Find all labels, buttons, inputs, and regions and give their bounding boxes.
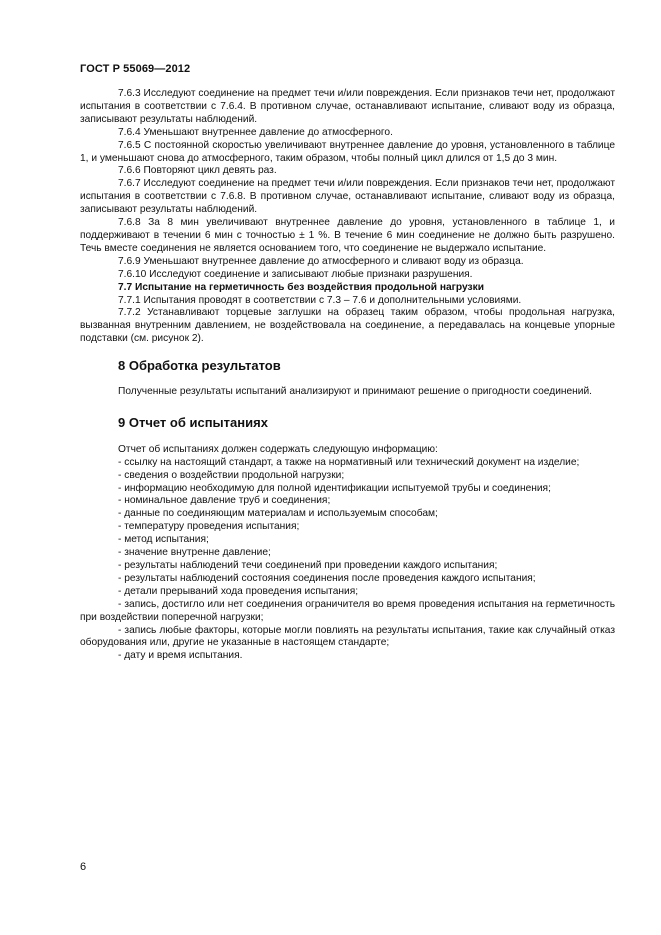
paragraph-7-7-1: 7.7.1 Испытания проводят в соответствии с 7.3 – 7.6 и дополнительными условиями. — [118, 294, 522, 306]
list-item: - информацию необходимую для полной идентификации испытуемой трубы и соединения; — [118, 482, 551, 494]
paragraph-7-7-2: 7.7.2 Устанавливают торцевые заглушки на образец таким образом, чтобы продольная нагрузка, вызванная внутренним давлением, не воздействовала на соединение, а передавалась на концевые упорные подставки (см. рисунок 2). — [80, 307, 615, 345]
section-8-heading: 8 Обработка результатов — [118, 358, 281, 374]
paragraph-section-8: Полученные результаты испытаний анализируют и принимают решение о пригодности соединений. — [118, 386, 593, 398]
paragraph-7-6-5: 7.6.5 С постоянной скоростью увеличивают внутреннее давление до уровня, установленного в таблице 1, и уменьшают снова до атмосферного, таким образом, чтобы полный цикл длился от 1,5 до 3 мин. — [80, 139, 615, 164]
list-item: - метод испытания; — [118, 534, 209, 546]
list-item: - запись, достигло или нет соединения ограничителя во время проведения испытания на герметичность при воздействии поперечной нагрузки; — [80, 598, 615, 623]
list-item: - результаты наблюдений течи соединений при проведении каждого испытания; — [118, 560, 498, 571]
paragraph-7-6-9: 7.6.9 Уменьшают внутреннее давление до атмосферного и сливают воду из образца. — [118, 255, 524, 267]
paragraph-7-6-3: 7.6.3 Исследуют соединение на предмет течи и/или повреждения. Если признаков течи нет, продолжают испытания в соответствии с 7.6.4. В противном случае, останавливают испытание, сливают воду из образца, записывают результаты наблюдений. — [80, 88, 615, 125]
list-item: - значение внутренне давление; — [118, 547, 271, 559]
page-body — [80, 88, 615, 663]
subsection-7-7-title: 7.7 Испытание на герметичность без воздействия продольной нагрузки — [118, 281, 484, 293]
list-item: - номинальное давление труб и соединения; — [118, 495, 331, 507]
list-item: - детали прерываний хода проведения испытания; — [118, 585, 359, 597]
list-item: - сведения о воздействии продольной нагрузки; — [118, 469, 345, 481]
list-item: - данные по соединяющим материалам и используемым способам; — [118, 508, 438, 520]
list-item: - запись любые факторы, которые могли повлиять на результаты испытания, такие как случайный отказ оборудования или, другие не указанные в настоящем стандарте; — [80, 624, 615, 649]
list-item: - результаты наблюдений состояния соединения после проведения каждого испытания; — [118, 572, 536, 584]
paragraph-7-6-7: 7.6.7 Исследуют соединение на предмет течи и/или повреждения. Если признаков течи нет, продолжают испытания в соответствии с 7.6.8. В противном случае, останавливают испытание, сливают воду из образца, записывают результаты наблюдений. — [80, 178, 615, 216]
paragraph-7-6-8: 7.6.8 За 8 мин увеличивают внутреннее давление до уровня, установленного в таблице 1, и поддерживают в течении 6 мин с точностью ± 1 %. В течение 6 мин соединение не должно быть разрушено. Течь вместе соединения не является основанием того, что соединение не выдержало испытание. — [80, 217, 615, 254]
list-item: - ссылку на настоящий стандарт, а также на нормативный или технический документ на изделие; — [118, 456, 580, 468]
list-item: - дату и время испытания. — [118, 650, 243, 662]
report-items-list — [80, 457, 615, 664]
document-header: ГОСТ Р 55069—2012 — [80, 63, 191, 75]
section-9-heading: 9 Отчет об испытаниях — [118, 414, 268, 430]
paragraph-7-6-10: 7.6.10 Исследуют соединение и записывают любые признаки разрушения. — [118, 268, 473, 280]
paragraph-7-6-4: 7.6.4 Уменьшают внутреннее давление до атмосферного. — [118, 126, 393, 138]
paragraph-7-6-6: 7.6.6 Повторяют цикл девять раз. — [118, 165, 277, 177]
paragraph-section-9-intro: Отчет об испытаниях должен содержать следующую информацию: — [118, 443, 438, 455]
list-item: - температуру проведения испытания; — [118, 521, 300, 533]
page-number: 6 — [80, 861, 87, 873]
